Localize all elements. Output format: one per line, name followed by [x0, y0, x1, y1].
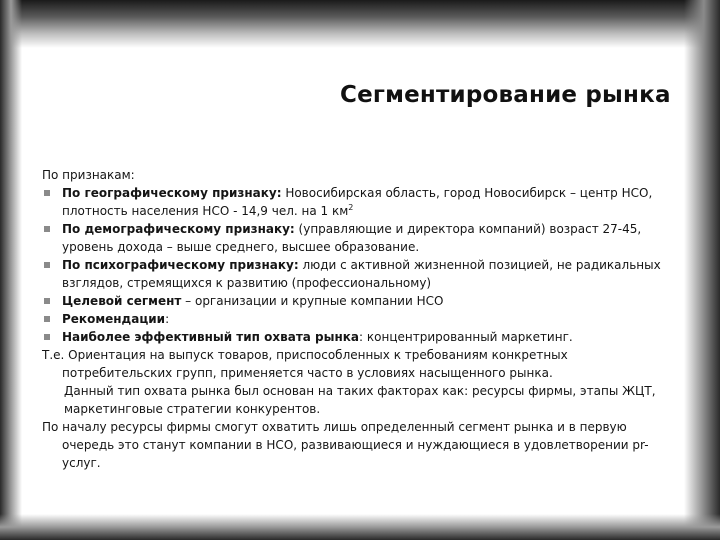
bullet-label: Целевой сегмент [62, 294, 182, 308]
paragraph-factors-line2: маркетинговые стратегии конкурентов. [64, 402, 321, 416]
bullet-geographic [42, 184, 682, 220]
square-bullet-icon [44, 316, 50, 322]
square-bullet-icon [44, 262, 50, 268]
slide-title: Сегментирование рынка [340, 82, 671, 108]
top-shadow-edge [0, 0, 720, 48]
bullet-psychographic [42, 256, 682, 292]
bullet-label: По демографическому признаку: [62, 222, 295, 236]
square-bullet-icon [44, 298, 50, 304]
bullet-text: люди с активной жизненной позицией, не радикальных взглядов, стремящихся к развитию (профессиональному) [62, 258, 661, 290]
paragraph-orientation-line2: потребительских групп, применяется часто в условиях насыщенного рынка. [62, 366, 553, 380]
paragraph-resources-line3: услуг. [62, 456, 101, 470]
intro-text: По признакам: [42, 168, 135, 182]
bullet-text: – организации и крупные компании НСО [181, 294, 444, 308]
bullet-label: По географическому признаку: [62, 186, 282, 200]
bullet-recommendations [42, 310, 682, 328]
bullet-coverage-type [42, 328, 682, 346]
paragraph-orientation-line1: Т.е. Ориентация на выпуск товаров, приспособленных к требованиям конкретных [42, 348, 568, 362]
left-shadow-edge [0, 0, 22, 540]
paragraph-factors-line1: Данный тип охвата рынка был основан на таких факторах как: ресурсы фирмы, этапы ЖЦТ, [64, 384, 656, 398]
bullet-text: : [165, 312, 170, 326]
paragraph-resources-line2: очередь это станут компании в НСО, развивающиеся и нуждающиеся в удовлетворении pr- [62, 438, 649, 452]
square-bullet-icon [44, 226, 50, 232]
bullet-label: Наиболее эффективный тип охвата рынка [62, 330, 360, 344]
bullet-text: (управляющие и директора компаний) возраст 27-45, уровень дохода – выше среднего, высшее образование. [62, 222, 642, 254]
bullet-text: Новосибирская область, город Новосибирск – центр НСО, плотность населения НСО - 14,9 чел. на 1 км [62, 186, 653, 218]
slide-body [42, 166, 682, 472]
bullet-demographic [42, 220, 682, 256]
square-bullet-icon [44, 190, 50, 196]
right-shadow-edge [684, 0, 720, 540]
bullet-label: Рекомендации [62, 312, 166, 326]
bottom-shadow-edge [0, 514, 720, 540]
paragraph-resources-line1: По началу ресурсы фирмы смогут охватить лишь определенный сегмент рынка и в первую [42, 420, 627, 434]
square-bullet-icon [44, 334, 50, 340]
bullet-target-segment [42, 292, 682, 310]
bullet-label: По психографическому признаку: [62, 258, 299, 272]
superscript: 2 [348, 203, 354, 212]
bullet-text: : концентрированный маркетинг. [359, 330, 573, 344]
